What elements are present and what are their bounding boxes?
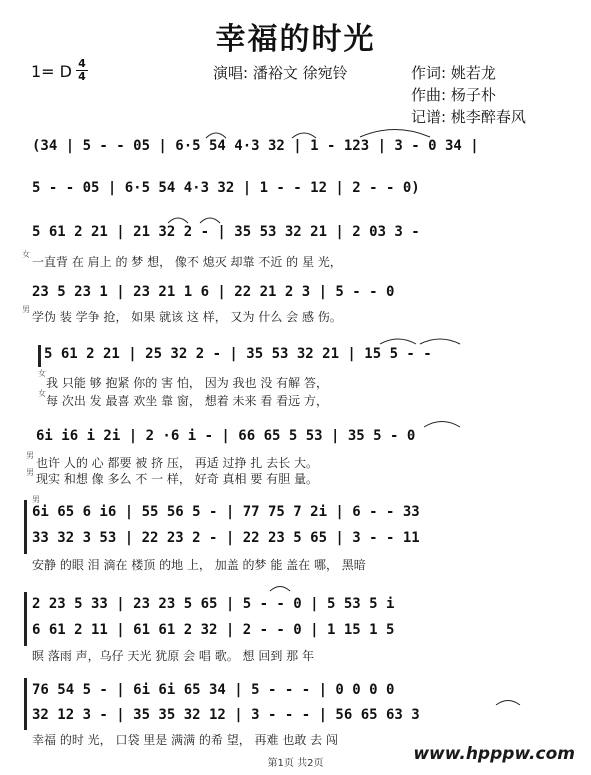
- slur: [200, 218, 220, 223]
- lyrics-row-8: 暝 落雨 声，乌仔 天光 犹原 会 唱 歌。 想 回到 那 年: [32, 649, 314, 663]
- page-footer: 第1页 共2页: [267, 758, 324, 769]
- credit-composer: 作曲: 杨子朴: [411, 86, 496, 104]
- notation-row-2: 5 - - 05 | 6·5 54 4·3 32 | 1 - - 12 | 2 - - 0): [32, 180, 420, 196]
- slur: [424, 422, 460, 428]
- slur: [206, 133, 226, 138]
- lyrics-row-6b: 现实 和想 像 多么 不 一 样， 好奇 真相 要 有胆 量。: [36, 472, 318, 486]
- credit-transcriber: 记谱: 桃李醉春风: [411, 108, 526, 126]
- slur: [496, 701, 520, 706]
- notation-row-8-upper: 2 23 5 33 | 23 23 5 65 | 5 - - 0 | 5 53 5 i: [32, 596, 395, 612]
- lyrics-row-6: 也许 人的 心 都要 被 挤 压， 再适 过挣 扎 去长 大。: [36, 456, 318, 470]
- slur: [168, 218, 188, 223]
- notation-row-3: 5 61 2 21 | 21 32 2 - | 35 53 32 21 | 2 03 3 -: [32, 224, 420, 240]
- notation-row-7-upper: 6i 65 6 i6 | 55 56 5 - | 77 75 7 2i | 6 - - 33: [32, 504, 420, 520]
- page-title: 幸福的时光: [215, 22, 376, 57]
- notation-row-6: 6i i6 i 2i | 2 ·6 i - | 66 65 5 53 | 35 5 - 0: [36, 428, 416, 444]
- slur: [380, 339, 416, 344]
- notation-row-5: 5 61 2 21 | 25 32 2 - | 35 53 32 21 | 15 5 - -: [44, 346, 432, 362]
- slur: [360, 130, 430, 138]
- notation-row-7-lower: 33 32 3 53 | 22 23 2 - | 22 23 5 65 | 3 - - 11: [32, 530, 420, 546]
- voice-tag-female-3: 女: [38, 389, 46, 398]
- meter-top: 4: [78, 57, 86, 70]
- credit-singers: 演唱: 潘裕文 徐宛铃: [213, 64, 348, 82]
- voice-tag-male: 男: [22, 305, 30, 314]
- meter-bottom: 4: [78, 70, 86, 83]
- lyrics-row-3: 一直背 在 肩上 的 梦 想， 像不 熄灭 却靠 不近 的 星 光，: [32, 255, 342, 269]
- voice-tag-male-4: 男: [32, 495, 40, 504]
- slur: [420, 339, 460, 344]
- notation-row-9-lower: 32 12 3 - | 35 35 32 12 | 3 - - - | 56 65 63 3: [32, 707, 420, 723]
- watermark: www.hpppw.com: [413, 744, 575, 764]
- credit-lyricist: 作词: 姚若龙: [411, 64, 496, 82]
- lyrics-row-7: 安静 的眼 泪 滴在 楼顶 的地 上， 加盖 的梦 能 盖在 哪， 黑暗: [32, 558, 366, 572]
- voice-tag-male-2: 男: [26, 451, 34, 460]
- notation-row-9-upper: 76 54 5 - | 6i 6i 65 34 | 5 - - - | 0 0 0 0: [32, 682, 395, 698]
- voice-tag-male-3: 男: [26, 468, 34, 477]
- lyrics-row-9: 幸福 的时 光， 口袋 里是 满满 的希 望， 再难 也敢 去 闯: [32, 733, 338, 747]
- notation-row-8-lower: 6 61 2 11 | 61 61 2 32 | 2 - - 0 | 1 15 1 5: [32, 622, 395, 638]
- notation-row-1: (34 | 5 - - 05 | 6·5 54 4·3 32 | 1 - 123 | 3 - 0 34 |: [32, 138, 479, 154]
- notation-row-4: 23 5 23 1 | 23 21 1 6 | 22 21 2 3 | 5 - - 0: [32, 284, 395, 300]
- lyrics-row-4: 学伪 装 学争 抢， 如果 就该 这 样， 又为 什么 会 感 伤。: [32, 310, 342, 324]
- key-signature: 1= D: [31, 62, 72, 81]
- lyrics-row-5b: 每 次出 发 最喜 欢坐 靠 窗， 想着 未来 看 看远 方，: [46, 394, 328, 408]
- voice-tag-female: 女: [22, 250, 30, 259]
- slur: [292, 133, 316, 138]
- voice-tag-female-2: 女: [38, 369, 46, 378]
- lyrics-row-5: 我 只能 够 抱紧 你的 害 怕， 因为 我也 没 有解 答，: [46, 376, 328, 390]
- slur: [270, 587, 290, 592]
